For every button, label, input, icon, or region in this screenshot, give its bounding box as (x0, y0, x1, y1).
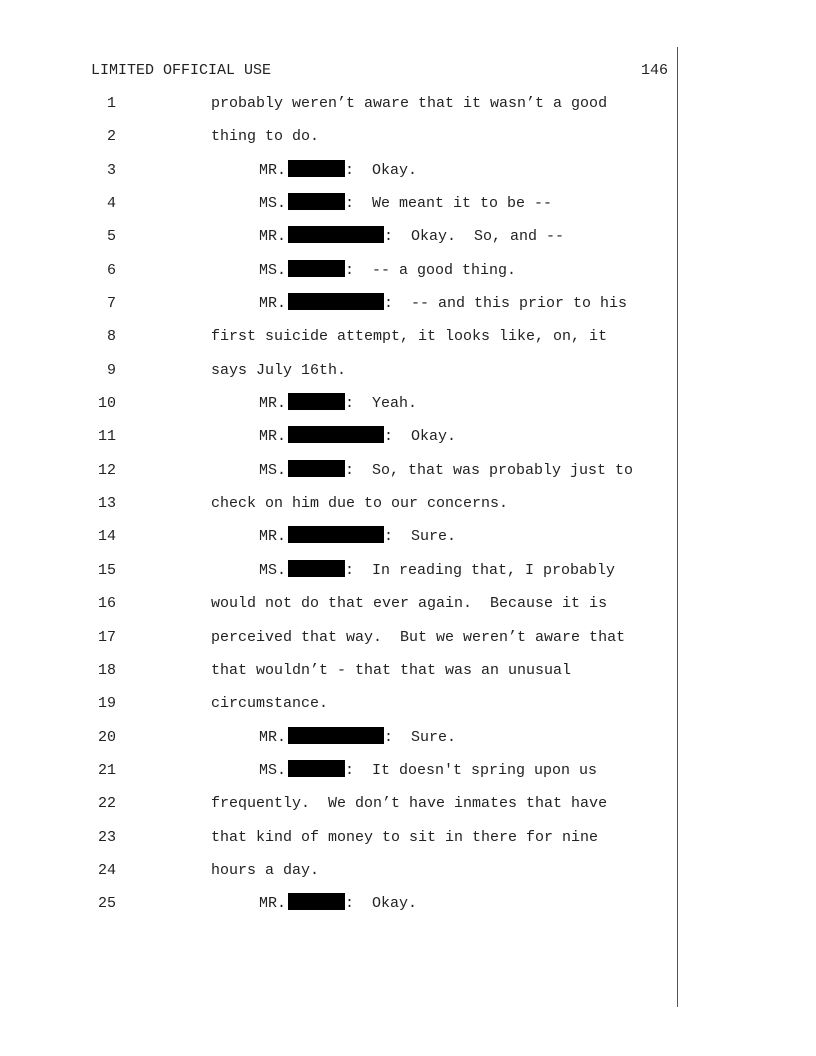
line-text: that wouldn’t - that that was an unusual (211, 661, 572, 679)
transcript-line (0, 457, 816, 490)
speaker-turn (259, 423, 456, 451)
transcript-line (0, 590, 816, 623)
transcript-line (0, 757, 816, 790)
speaker-turn (259, 390, 417, 418)
line-number: 20 (97, 728, 116, 746)
speaker-turn (259, 190, 552, 218)
speaker-turn (259, 223, 564, 251)
line-number: 5 (106, 228, 116, 246)
transcript-line (0, 423, 816, 456)
line-text: probably weren’t aware that it wasn’t a good (211, 95, 608, 112)
speaker-title: MR. (259, 161, 287, 179)
speaker-text: : Okay. (345, 161, 418, 179)
line-number: 6 (106, 261, 116, 279)
speaker-text: : In reading that, I probably (345, 561, 616, 579)
redaction-block (288, 260, 345, 277)
speaker-text: : Sure. (384, 728, 457, 746)
line-number: 24 (97, 861, 116, 879)
speaker-title: MR. (259, 228, 287, 246)
line-text: hours a day. (211, 861, 320, 879)
speaker-turn (259, 557, 615, 585)
redaction-block (288, 760, 345, 777)
line-number: 8 (106, 328, 116, 346)
page-header (91, 61, 668, 81)
line-number: 15 (97, 561, 116, 579)
classification-label: LIMITED OFFICIAL USE (91, 62, 272, 79)
line-number: 25 (97, 895, 116, 913)
speaker-text: : We meant it to be -- (345, 195, 553, 213)
speaker-title: MS. (259, 761, 287, 779)
transcript-line (0, 824, 816, 857)
redaction-block (288, 526, 384, 543)
speaker-turn (259, 457, 633, 485)
speaker-turn (259, 523, 456, 551)
speaker-turn (259, 157, 417, 185)
speaker-title: MR. (259, 428, 287, 446)
line-number: 1 (106, 95, 116, 112)
speaker-turn (259, 290, 627, 318)
line-number: 7 (106, 295, 116, 313)
line-number: 18 (97, 661, 116, 679)
redaction-block (288, 727, 384, 744)
redaction-block (288, 193, 345, 210)
line-number: 22 (97, 795, 116, 813)
transcript-line (0, 290, 816, 323)
line-number: 11 (97, 428, 116, 446)
line-number: 17 (97, 628, 116, 646)
line-number: 21 (97, 761, 116, 779)
speaker-text: : Sure. (384, 528, 457, 546)
redaction-block (288, 426, 384, 443)
transcript-line (0, 490, 816, 523)
speaker-turn (259, 890, 417, 918)
speaker-text: : So, that was probably just to (345, 461, 634, 479)
speaker-title: MR. (259, 728, 287, 746)
transcript-line (0, 190, 816, 223)
line-text: says July 16th. (211, 361, 347, 379)
speaker-turn (259, 757, 597, 785)
page-number: 146 (640, 62, 668, 79)
transcript-line (0, 890, 816, 923)
speaker-title: MR. (259, 528, 287, 546)
speaker-text: : Okay. (384, 428, 457, 446)
line-number: 13 (97, 495, 116, 513)
transcript-line (0, 123, 816, 156)
line-text: that kind of money to sit in there for nine (211, 828, 599, 846)
transcript-line (0, 90, 816, 123)
speaker-text: : It doesn't spring upon us (345, 761, 598, 779)
speaker-turn (259, 724, 456, 752)
redaction-block (288, 393, 345, 410)
transcript-line (0, 223, 816, 256)
line-number: 10 (97, 395, 116, 413)
line-number: 23 (97, 828, 116, 846)
line-text: first suicide attempt, it looks like, on, it (211, 328, 608, 346)
transcript-line (0, 724, 816, 757)
line-number: 12 (97, 461, 116, 479)
speaker-title: MR. (259, 895, 287, 913)
speaker-title: MS. (259, 195, 287, 213)
transcript-line (0, 657, 816, 690)
speaker-title: MS. (259, 561, 287, 579)
speaker-turn (259, 257, 516, 285)
line-text: check on him due to our concerns. (211, 495, 509, 513)
transcript-line (0, 157, 816, 190)
speaker-title: MR. (259, 395, 287, 413)
transcript-body (0, 90, 816, 924)
line-text: perceived that way. But we weren’t aware that (211, 628, 626, 646)
redaction-block (288, 226, 384, 243)
line-text: would not do that ever again. Because it is (211, 595, 608, 613)
line-text: frequently. We don’t have inmates that have (211, 795, 608, 813)
redaction-block (288, 460, 345, 477)
redaction-block (288, 560, 345, 577)
speaker-title: MS. (259, 261, 287, 279)
transcript-line (0, 390, 816, 423)
line-number: 19 (97, 695, 116, 713)
transcript-line (0, 257, 816, 290)
line-number: 3 (106, 161, 116, 179)
transcript-line (0, 323, 816, 356)
redaction-block (288, 893, 345, 910)
transcript-line (0, 690, 816, 723)
speaker-title: MS. (259, 461, 287, 479)
line-number: 9 (106, 361, 116, 379)
speaker-text: : Yeah. (345, 395, 418, 413)
speaker-text: : Okay. So, and -- (384, 228, 565, 246)
speaker-title: MR. (259, 295, 287, 313)
line-text: thing to do. (211, 128, 320, 146)
transcript-line (0, 624, 816, 657)
transcript-line (0, 523, 816, 556)
line-number: 14 (97, 528, 116, 546)
transcript-line (0, 357, 816, 390)
transcript-line (0, 857, 816, 890)
line-text: circumstance. (211, 695, 329, 713)
transcript-line (0, 790, 816, 823)
line-number: 4 (106, 195, 116, 213)
transcript-line (0, 557, 816, 590)
redaction-block (288, 160, 345, 177)
line-number: 2 (106, 128, 116, 146)
line-number: 16 (97, 595, 116, 613)
speaker-text: : -- and this prior to his (384, 295, 628, 313)
speaker-text: : -- a good thing. (345, 261, 517, 279)
speaker-text: : Okay. (345, 895, 418, 913)
redaction-block (288, 293, 384, 310)
